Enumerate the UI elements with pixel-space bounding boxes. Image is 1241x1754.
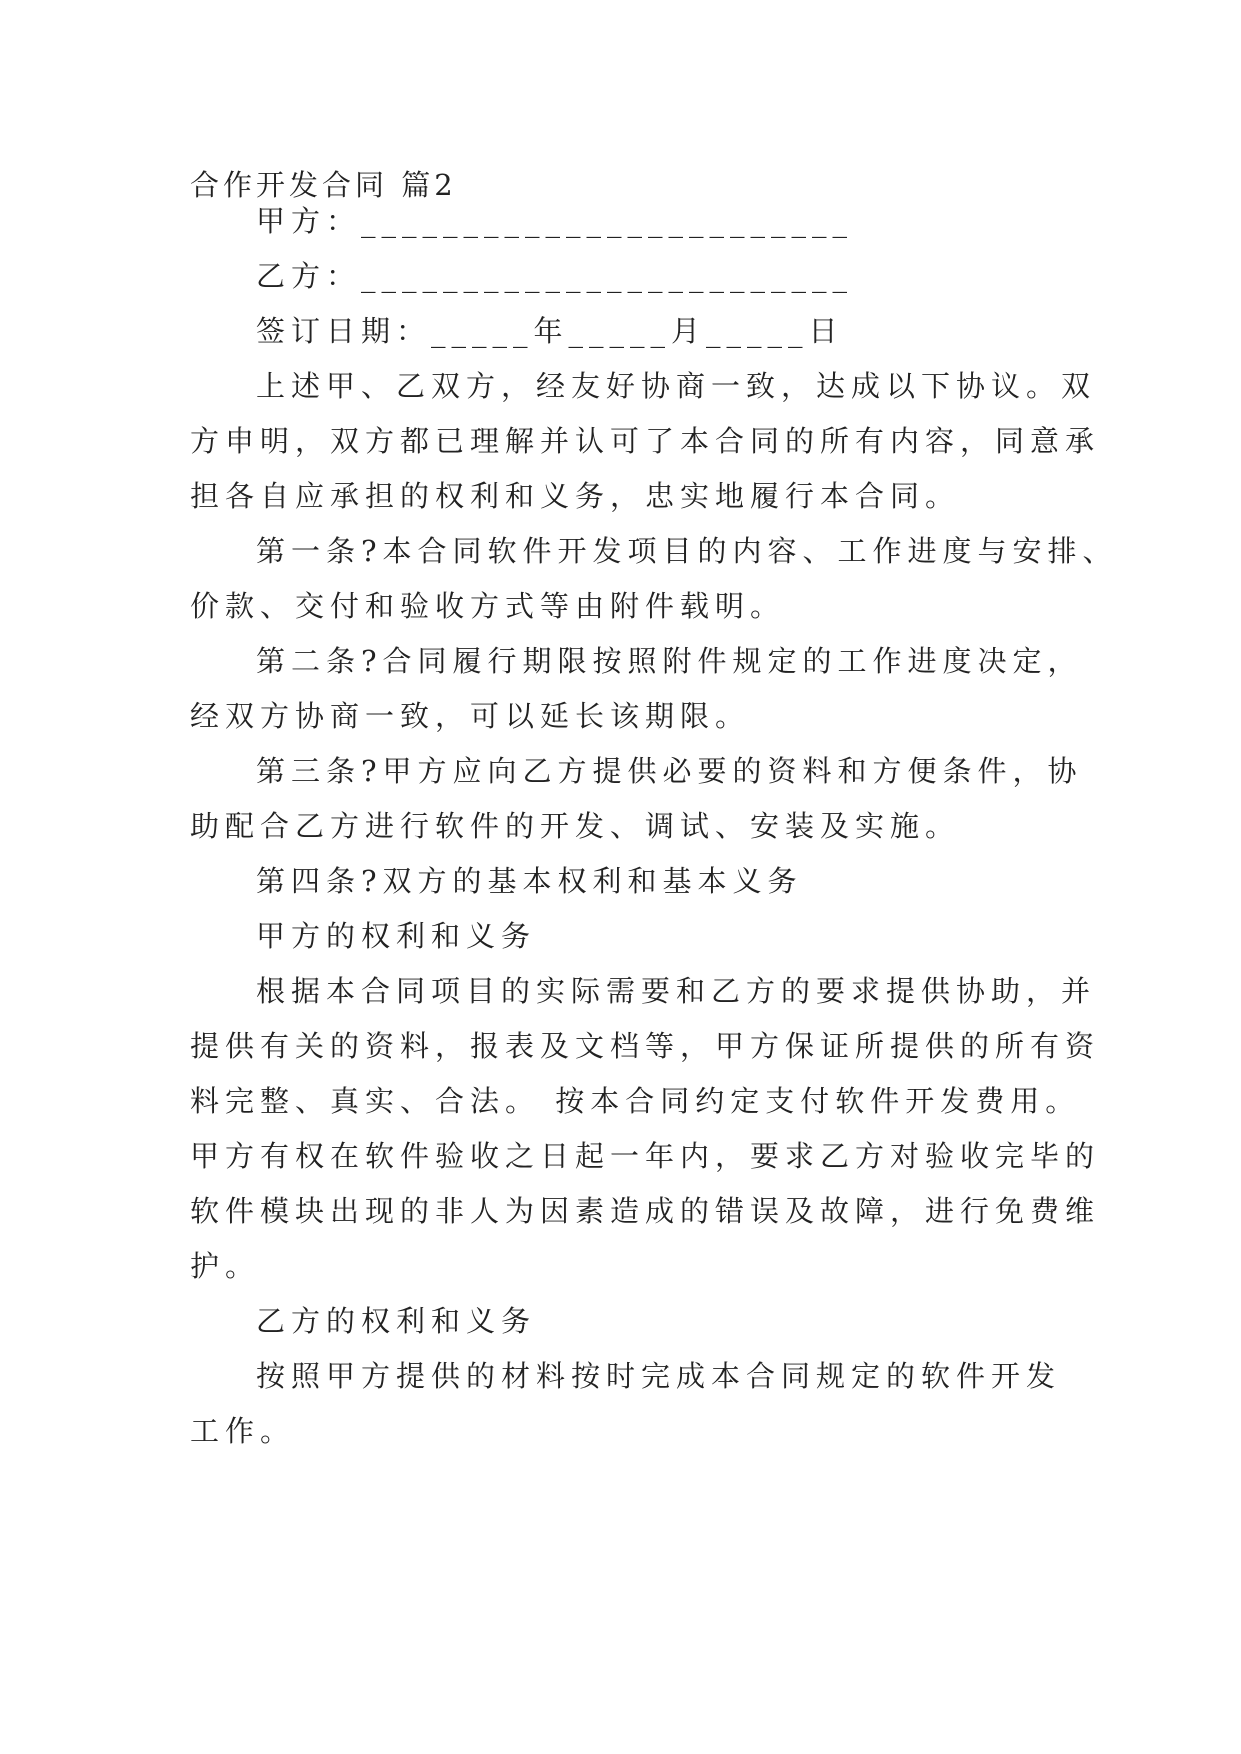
party-a-rights-line: 护。 <box>190 1249 261 1283</box>
party-a-rights-line: 料完整、真实、合法。 按本合同约定支付软件开发费用。 <box>190 1084 1081 1118</box>
party-a-rights-line: 根据本合同项目的实际需要和乙方的要求提供协助，并 <box>256 974 1097 1008</box>
party-b-rights-line: 工作。 <box>190 1414 296 1448</box>
party-a-rights-heading: 甲方的权利和义务 <box>256 919 537 953</box>
document-title: 合作开发合同 篇2 <box>190 168 457 202</box>
party-b-line: 乙方：________________________ <box>256 259 854 293</box>
paragraph-line: 方申明，双方都已理解并认可了本合同的所有内容，同意承 <box>190 424 1101 458</box>
clause-2-line: 第二条?合同履行期限按照附件规定的工作进度决定， <box>256 644 1083 678</box>
clause-3-line: 助配合乙方进行软件的开发、调试、安装及实施。 <box>190 809 961 843</box>
clause-1-line: 价款、交付和验收方式等由附件载明。 <box>190 589 786 623</box>
party-b-rights-heading: 乙方的权利和义务 <box>256 1304 537 1338</box>
party-a-rights-line: 提供有关的资料，报表及文档等，甲方保证所提供的所有资 <box>190 1029 1101 1063</box>
paragraph-line: 上述甲、乙双方，经友好协商一致，达成以下协议。双 <box>256 369 1097 403</box>
clause-4-heading: 第四条?双方的基本权利和基本义务 <box>256 864 803 898</box>
party-a-line: 甲方：________________________ <box>256 204 854 238</box>
signing-date-line: 签订日期：_____年_____月_____日 <box>256 314 844 348</box>
clause-3-line: 第三条?甲方应向乙方提供必要的资料和方便条件，协 <box>256 754 1083 788</box>
clause-1-line: 第一条?本合同软件开发项目的内容、工作进度与安排、 <box>256 534 1118 568</box>
clause-2-line: 经双方协商一致，可以延长该期限。 <box>190 699 751 733</box>
party-b-rights-line: 按照甲方提供的材料按时完成本合同规定的软件开发 <box>256 1359 1062 1393</box>
paragraph-line: 担各自应承担的权利和义务，忠实地履行本合同。 <box>190 479 961 513</box>
party-a-rights-line: 软件模块出现的非人为因素造成的错误及故障，进行免费维 <box>190 1194 1101 1228</box>
party-a-rights-line: 甲方有权在软件验收之日起一年内，要求乙方对验收完毕的 <box>190 1139 1101 1173</box>
